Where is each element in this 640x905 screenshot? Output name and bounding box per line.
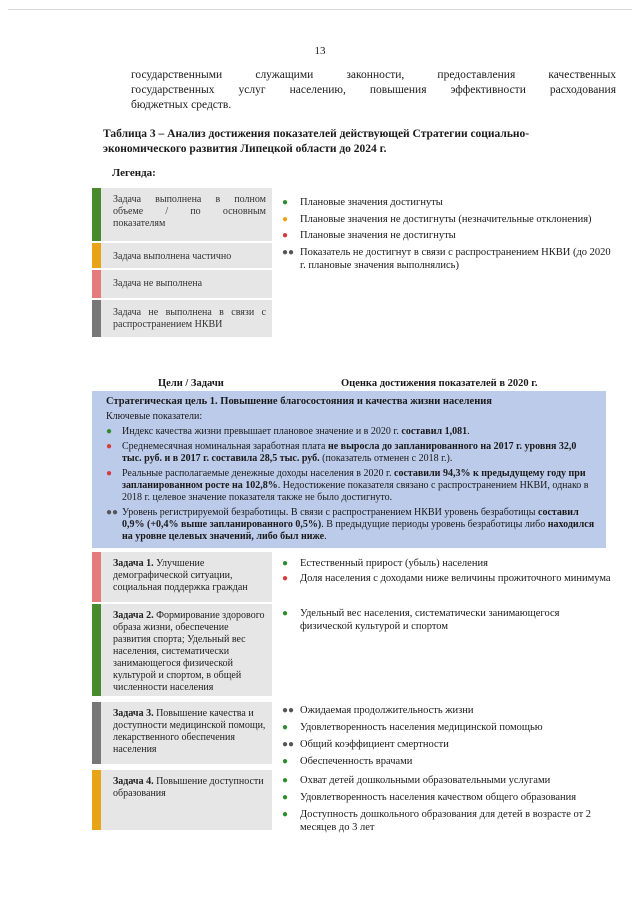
indicator-text: Обеспеченность врачами xyxy=(300,756,413,767)
indicator-text: Индекс качества жизни превышает плановое значение и в 2020 г. xyxy=(122,426,402,437)
task-indicator xyxy=(282,607,612,633)
indicator-text: Ожидаемая продолжительность жизни xyxy=(300,705,474,716)
legend-marker-text: Плановые значения не достигнуты (незначительные отклонения) xyxy=(300,213,592,225)
legend-box-partial xyxy=(92,243,272,268)
gray-double-dot-icon: ●● xyxy=(282,246,295,258)
task-indicator xyxy=(282,572,612,585)
gray-double-dot-icon: ●● xyxy=(106,507,119,518)
caption-line: экономического развития Липецкой области до 2024 г. xyxy=(103,143,387,155)
green-dot-icon: ● xyxy=(282,558,289,569)
caption-line: Таблица 3 – Анализ достижения показателей действующей Стратегии социально- xyxy=(103,128,530,140)
green-dot-icon: ● xyxy=(282,792,289,803)
green-dot-icon: ● xyxy=(282,775,289,786)
indicator-text: . xyxy=(467,426,470,437)
legend-marker-row xyxy=(282,229,612,243)
red-dot-icon: ● xyxy=(282,573,289,584)
task-number: Задача 3. xyxy=(113,708,154,719)
goal-indicator xyxy=(106,468,598,504)
gray-double-dot-icon: ●● xyxy=(282,705,295,716)
task-indicator xyxy=(282,774,612,787)
legend-title: Легенда: xyxy=(112,167,156,179)
gray-double-dot-icon: ●● xyxy=(282,739,295,750)
red-dot-icon: ● xyxy=(282,230,289,241)
indicator-bold: составил 0,9% (+0,4% выше запланированного 0,5%) xyxy=(122,507,579,530)
legend-marker-text: Плановые значения не достигнуты xyxy=(300,230,456,241)
green-dot-icon: ● xyxy=(282,197,289,208)
task-text: Улучшение демографической ситуации, социальная поддержка граждан xyxy=(113,558,248,593)
indicator-text: Естественный прирост (убыль) населения xyxy=(300,558,488,569)
legend-box-complete xyxy=(92,188,272,241)
goal-indicator xyxy=(106,441,598,465)
indicator-text: . Недостижение показателя связано с распространением НКВИ, однако в 2018 г. целевое значение показателя также не было достигнуто. xyxy=(122,480,589,503)
task-number: Задача 2. xyxy=(113,610,154,621)
task-number: Задача 4. xyxy=(113,776,154,787)
task-1-indicators xyxy=(282,557,612,587)
green-dot-icon: ● xyxy=(106,426,113,437)
legend-markers xyxy=(282,196,612,273)
task-indicator xyxy=(282,791,612,804)
indicator-bold: составил 1,081 xyxy=(401,426,468,437)
page-number: 13 xyxy=(314,45,326,57)
legend-box-line: показателям xyxy=(113,218,166,229)
legend-marker-text: Плановые значения достигнуты xyxy=(300,197,443,208)
intro-line: государственных услуг населению, повышения эффективности расходования xyxy=(131,84,616,96)
task-4-indicators xyxy=(282,774,612,836)
legend-box-failed xyxy=(92,270,272,298)
page-top-border xyxy=(8,9,632,10)
legend-marker-row xyxy=(282,213,612,227)
indicator-text: Доля населения с доходами ниже величины прожиточного минимума xyxy=(300,573,611,584)
intro-line: бюджетных средств. xyxy=(131,99,232,111)
legend-box-line: распространением НКВИ xyxy=(113,319,223,330)
task-2-indicators xyxy=(282,607,612,635)
task-indicator xyxy=(282,808,612,834)
task-indicator xyxy=(282,704,612,717)
legend-box-line: Задача выполнена в полном xyxy=(113,194,266,205)
green-dot-icon: ● xyxy=(282,756,289,767)
legend-box-label: Задача выполнена частично xyxy=(113,251,232,262)
intro-line: государственными служащими законности, предоставления качественных xyxy=(131,69,616,81)
goal-indicator xyxy=(106,426,598,438)
task-indicator xyxy=(282,557,612,570)
legend-marker-row xyxy=(282,246,612,273)
indicator-text: Общий коэффициент смертности xyxy=(300,739,449,750)
indicator-bold: не выросла до запланированного на 2017 г. уровня 32,0 тыс. руб. и в 2017 г. составила 28,5 тыс. руб. xyxy=(122,441,577,464)
task-number: Задача 1. xyxy=(113,558,154,569)
indicator-text: Уровень регистрируемой безработицы. В связи с распространением НКВИ уровень безработицы xyxy=(122,507,538,518)
green-dot-icon: ● xyxy=(282,608,289,619)
green-dot-icon: ● xyxy=(282,809,289,820)
indicator-text: (показатель отменен с 2018 г.). xyxy=(319,453,453,464)
goal-indicator xyxy=(106,507,598,543)
indicator-text: Удовлетворенность населения медицинской помощью xyxy=(300,722,543,733)
legend-marker-row xyxy=(282,196,612,210)
key-indicators-label: Ключевые показатели: xyxy=(106,411,203,422)
task-4-box xyxy=(92,770,272,830)
task-text: Повышение доступности образования xyxy=(113,776,264,799)
legend-box-line: объеме / по основным xyxy=(113,206,266,217)
task-3-indicators xyxy=(282,704,612,770)
column-header-assessment: Оценка достижения показателей в 2020 г. xyxy=(341,378,538,389)
red-dot-icon: ● xyxy=(106,468,113,479)
indicator-bold: находился на уровне целевых значений, либо был ниже xyxy=(122,519,595,542)
task-indicator xyxy=(282,738,612,751)
red-dot-icon: ● xyxy=(106,441,113,452)
legend-box-covid xyxy=(92,300,272,337)
indicator-text: Доступность дошкольного образования для детей в возрасте от 2 месяцев до 3 лет xyxy=(300,809,592,833)
indicator-text: Удовлетворенность населения качеством общего образования xyxy=(300,792,577,803)
strategic-goal-block xyxy=(92,391,606,548)
indicator-text: Удельный вес населения, систематически занимающегося физической культурой и спортом xyxy=(300,608,560,632)
task-text: Формирование здорового образа жизни, обеспечение развития спорта; Удельный вес населения, систематически занимающегося физической культурой и спортом, в общей численности населения xyxy=(113,610,265,693)
indicator-text: Среднемесячная номинальная заработная плата xyxy=(122,441,328,452)
orange-dot-icon: ● xyxy=(282,213,289,225)
task-indicator xyxy=(282,755,612,768)
indicator-text: . В предыдущие периоды уровень безработицы либо xyxy=(321,519,548,530)
table-caption xyxy=(103,127,603,157)
indicator-text: Реальные располагаемые денежные доходы населения в 2020 г. xyxy=(122,468,394,479)
intro-paragraph xyxy=(131,68,616,113)
task-text: Повышение качества и доступности медицинской помощи, лекарственного обеспечения населения xyxy=(113,708,266,755)
legend-box-line: Задача не выполнена в связи с xyxy=(113,307,266,318)
indicator-text: . xyxy=(324,531,327,542)
column-header-goals: Цели / Задачи xyxy=(158,378,224,389)
goal-title: Стратегическая цель 1. Повышение благосостояния и качества жизни населения xyxy=(106,396,492,407)
indicator-bold: составили 94,3% к предыдущему году при запланированном росте на 102,8% xyxy=(122,468,586,491)
task-2-box xyxy=(92,604,272,696)
task-1-box xyxy=(92,552,272,602)
indicator-text: Охват детей дошкольными образовательными услугами xyxy=(300,775,551,786)
legend-box-label: Задача не выполнена xyxy=(113,278,203,289)
task-indicator xyxy=(282,721,612,734)
green-dot-icon: ● xyxy=(282,722,289,733)
task-3-box xyxy=(92,702,272,764)
legend-marker-text: Показатель не достигнут в связи с распространением НКВИ (до 2020 г. плановые значения выполнялись) xyxy=(300,246,611,271)
